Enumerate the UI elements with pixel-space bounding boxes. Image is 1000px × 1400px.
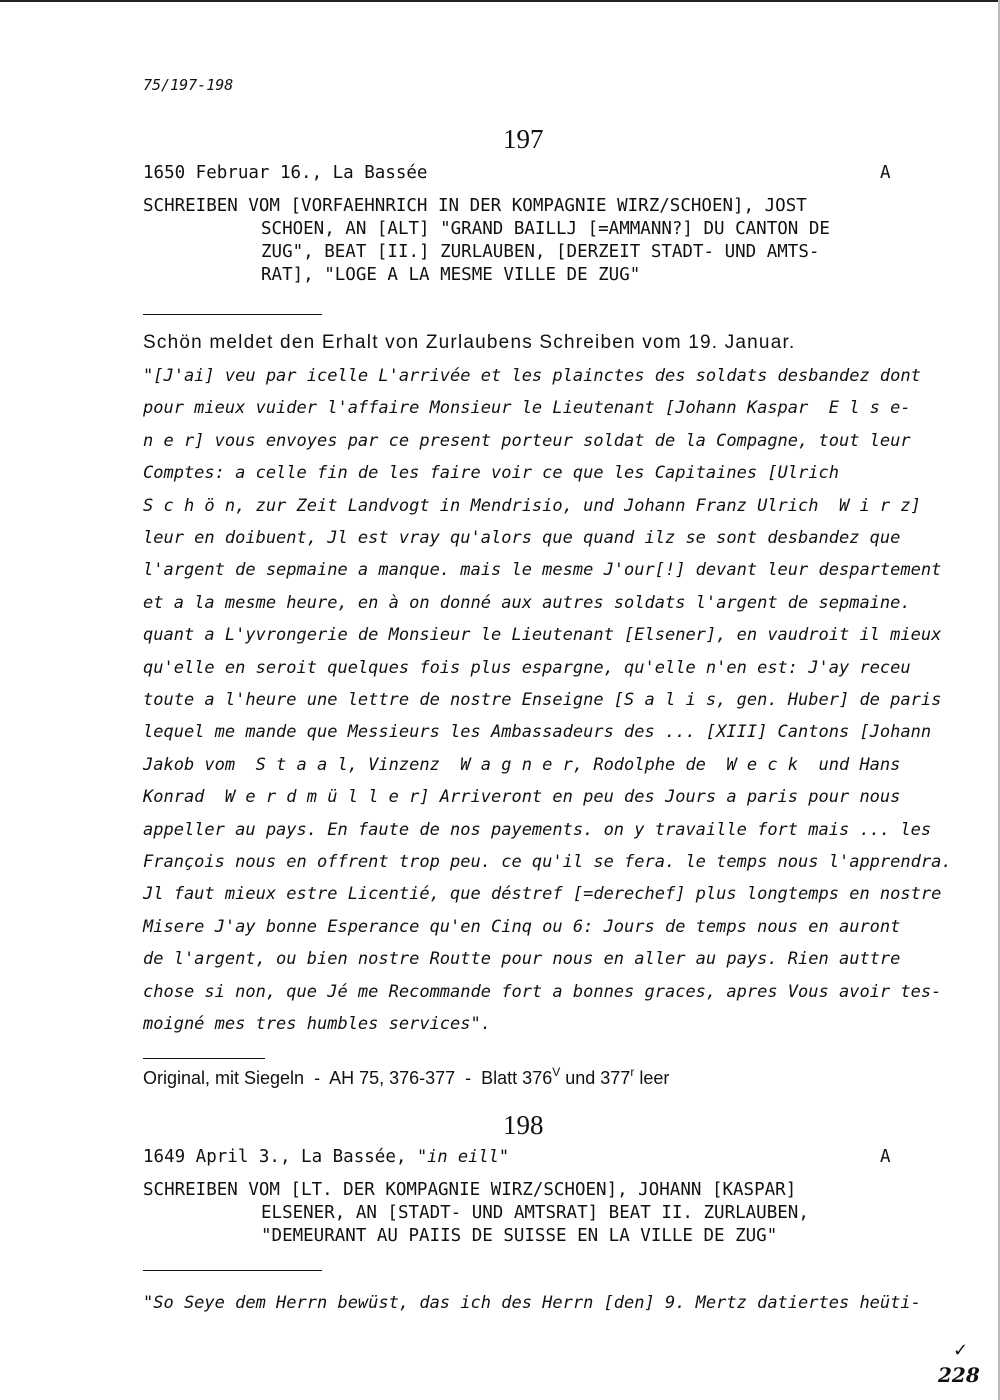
letter-quote-start: "So Seye dem Herrn bewüst, das ich des Herrn [den] 9. Mertz datiertes heüti- [143, 1293, 921, 1313]
doc-number-198: 198 [503, 1110, 544, 1140]
quote-line: chose si non, que Jé me Recommande fort a bonnes graces, apres Vous avoir tes- [143, 981, 942, 1002]
quote-line: appeller au pays. En faute de nos payements. on y travaille fort mais ... les [143, 819, 932, 840]
quote-line: de l'argent, ou bien nostre Routte pour nous en aller au pays. Rien auttre [143, 949, 901, 970]
source-text: leer [634, 1068, 670, 1088]
doc-heading-line: SCHREIBEN VOM [VORFAEHNRICH IN DER KOMPAGNIE WIRZ/SCHOEN], JOST [143, 196, 807, 216]
source-text: und 377 [560, 1068, 631, 1088]
doc-summary: Schön meldet den Erhalt von Zurlaubens Schreiben vom 19. Januar. [143, 332, 796, 353]
doc-heading-line: SCHREIBEN VOM [LT. DER KOMPAGNIE WIRZ/SCHOEN], JOHANN [KASPAR] [143, 1180, 797, 1200]
quote-line: qu'elle en seroit quelques fois plus espargne, qu'elle n'en est: J'ay receu [143, 657, 911, 678]
handwritten-page-number: 228 [938, 1363, 980, 1387]
quote-line: "[J'ai] veu par icelle L'arrivée et les plainctes des soldats desbandez dont [143, 366, 921, 386]
page-reference: 75/197-198 [143, 76, 234, 94]
section-divider [143, 1270, 322, 1271]
section-divider [143, 314, 322, 315]
quote-line: n e r] vous envoyes par ce present porteur soldat de la Compagne, tout leur [143, 430, 911, 451]
doc-mark: A [880, 163, 891, 183]
quote-line: S c h ö n, zur Zeit Landvogt in Mendrisio, und Johann Franz Ulrich W i r z] [143, 495, 921, 516]
quote-line: Konrad W e r d m ü l l e r] Arriveront en peu des Jours a paris pour nous [143, 787, 901, 808]
section-divider [143, 1058, 265, 1059]
quote-line: François nous en offrent trop peu. ce qu'il se fera. le temps nous l'apprendra. [143, 852, 952, 872]
doc-heading-line: SCHOEN, AN [ALT] "GRAND BAILLJ [=AMMANN?] DU CANTON DE [261, 219, 830, 239]
doc-heading-line: ELSENER, AN [STADT- UND AMTSRAT] BEAT II. ZURLAUBEN, [261, 1203, 809, 1223]
date-place-text: 1649 April 3., La Bassée, [143, 1147, 417, 1167]
quote-line: moigné mes tres humbles services". [143, 1014, 491, 1034]
source-superscript: V [552, 1065, 561, 1079]
quote-line: Comptes: a celle fin de les faire voir ce que les Capitaines [Ulrich [143, 463, 839, 484]
doc-date-place [143, 1147, 509, 1167]
doc-heading-line: "DEMEURANT AU PAIIS DE SUISSE EN LA VILLE DE ZUG" [261, 1226, 778, 1246]
source-superscript: r [630, 1065, 635, 1079]
date-place-italic: "in eill" [416, 1147, 510, 1167]
quote-line: et a la mesme heure, en à on donné aux autres soldats l'argent de sepmaine. [143, 592, 911, 613]
quote-line: lequel me mande que Messieurs les Ambassadeurs des ... [XIII] Cantons [Johann [143, 722, 932, 743]
doc-heading-line: RAT], "LOGE A LA MESME VILLE DE ZUG" [261, 265, 641, 285]
doc-number-197: 197 [503, 124, 544, 154]
handwritten-check-icon: ✓ [953, 1340, 969, 1361]
source-text: Original, mit Siegeln - AH 75, 376-377 - Blatt 376 [143, 1068, 553, 1088]
page-top-border [0, 0, 1000, 2]
doc-source-note [143, 1065, 670, 1089]
quote-line: Jakob vom S t a a l, Vinzenz W a g n e r, Rodolphe de W e c k und Hans [143, 754, 901, 775]
doc-date-place: 1650 Februar 16., La Bassée [143, 163, 428, 183]
doc-mark: A [880, 1147, 891, 1167]
quote-line: Misere J'ay bonne Esperance qu'en Cinq ou 6: Jours de temps nous en auront [143, 916, 901, 937]
quote-line: pour mieux vuider l'affaire Monsieur le Lieutenant [Johann Kaspar E l s e- [143, 398, 911, 419]
quote-line: toute a l'heure une lettre de nostre Enseigne [S a l i s, gen. Huber] de paris [143, 690, 942, 710]
quote-line: Jl faut mieux estre Licentié, que déstref [=derechef] plus longtemps en nostre [143, 884, 942, 905]
doc-heading-line: ZUG", BEAT [II.] ZURLAUBEN, [DERZEIT STADT- UND AMTS- [261, 242, 820, 262]
quote-line: l'argent de sepmaine a manque. mais le mesme J'our[!] devant leur despartement [143, 560, 942, 581]
quote-line: leur en doibuent, Jl est vray qu'alors que quand ilz se sont desbandez que [143, 528, 901, 548]
quote-line: quant a L'yvrongerie de Monsieur le Lieutenant [Elsener], en vaudroit il mieux [143, 625, 942, 646]
